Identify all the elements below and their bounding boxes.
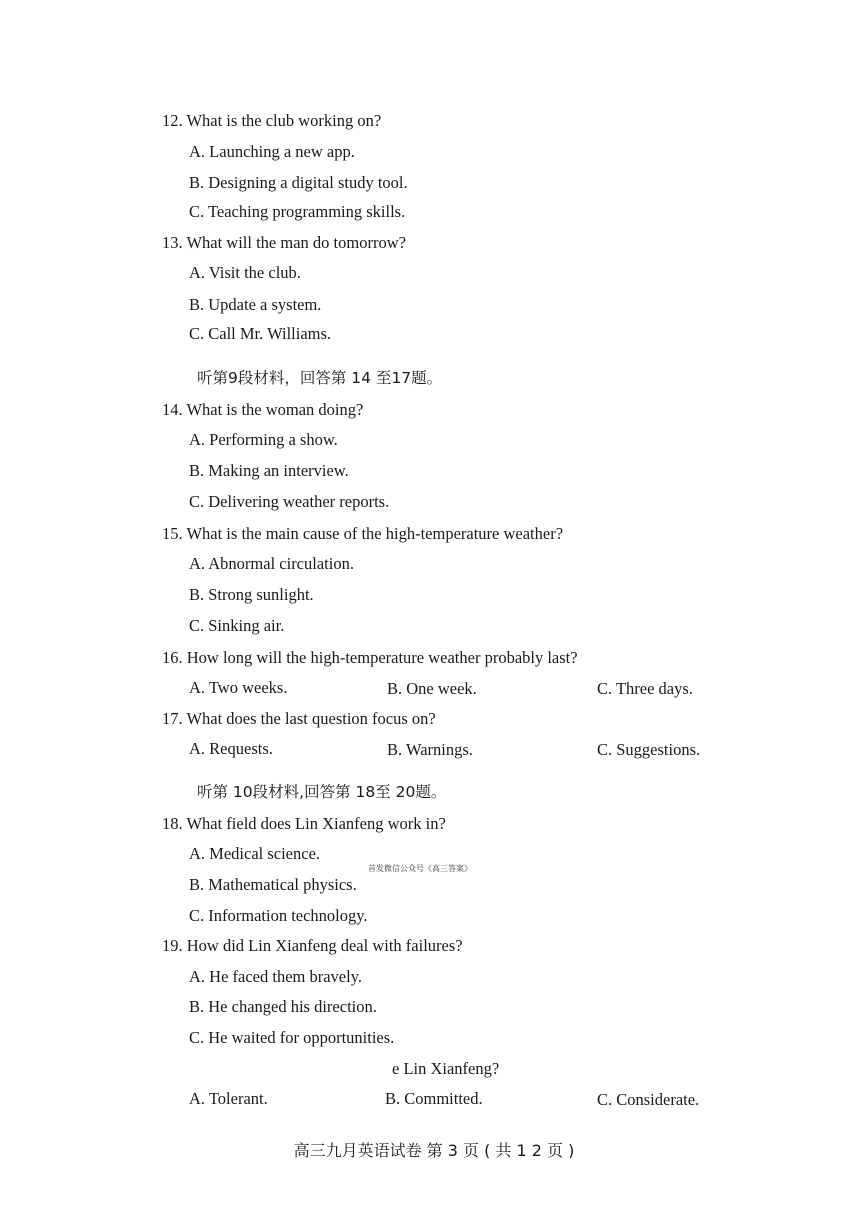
q15-stem: 15. What is the main cause of the high-temperature weather? [162,524,564,543]
q17-option-b: B. Warnings. [387,740,473,759]
q15-option-c: C. Sinking air. [189,616,285,635]
q20-option-a: A. Tolerant. [189,1089,268,1108]
q14-option-c: C. Delivering weather reports. [189,492,390,511]
q13-option-a: A. Visit the club. [189,263,301,282]
q16-stem: 16. How long will the high-temperature weather probably last? [162,648,578,667]
q15-option-a: A. Abnormal circulation. [189,554,354,573]
q13-option-b: B. Update a system. [189,295,322,314]
watermark: 首发微信公众号《高三答案》 [368,864,472,873]
q16-option-c: C. Three days. [597,679,693,698]
q18-stem: 18. What field does Lin Xianfeng work in? [162,814,446,833]
q18-option-b: B. Mathematical physics. [189,875,357,894]
q12-stem: 12. What is the club working on? [162,111,382,130]
q13-stem: 13. What will the man do tomorrow? [162,233,406,252]
q13-option-c: C. Call Mr. Williams. [189,324,332,343]
q12-option-c: C. Teaching programming skills. [189,202,406,221]
q17-option-a: A. Requests. [189,739,273,758]
q14-option-b: B. Making an interview. [189,461,349,480]
page-footer: 高三九月英语试卷 第 3 页 ( 共 1 2 页 ) [293,1141,575,1160]
q12-option-b: B. Designing a digital study tool. [189,173,408,192]
q16-option-b: B. One week. [387,679,477,698]
q17-stem: 17. What does the last question focus on? [162,709,436,728]
q15-option-b: B. Strong sunlight. [189,585,314,604]
q20-option-c: C. Considerate. [597,1090,700,1109]
q19-option-a: A. He faced them bravely. [189,967,363,986]
q19-stem: 19. How did Lin Xianfeng deal with failures? [162,936,463,955]
q19-option-b: B. He changed his direction. [189,997,377,1016]
q18-option-c: C. Information technology. [189,906,368,925]
q14-option-a: A. Performing a show. [189,430,338,449]
q20-stem-fragment: e Lin Xianfeng? [392,1059,500,1078]
q17-option-c: C. Suggestions. [597,740,701,759]
q20-option-b: B. Committed. [385,1089,483,1108]
section-10-instruction: 听第 10段材料,回答第 18至 20题。 [197,783,447,801]
q16-option-a: A. Two weeks. [189,678,288,697]
q18-option-a: A. Medical science. [189,844,321,863]
q12-option-a: A. Launching a new app. [189,142,355,161]
section-9-instruction: 听第9段材料，回答第 14 至17题。 [197,369,443,387]
q19-option-c: C. He waited for opportunities. [189,1028,395,1047]
q14-stem: 14. What is the woman doing? [162,400,364,419]
